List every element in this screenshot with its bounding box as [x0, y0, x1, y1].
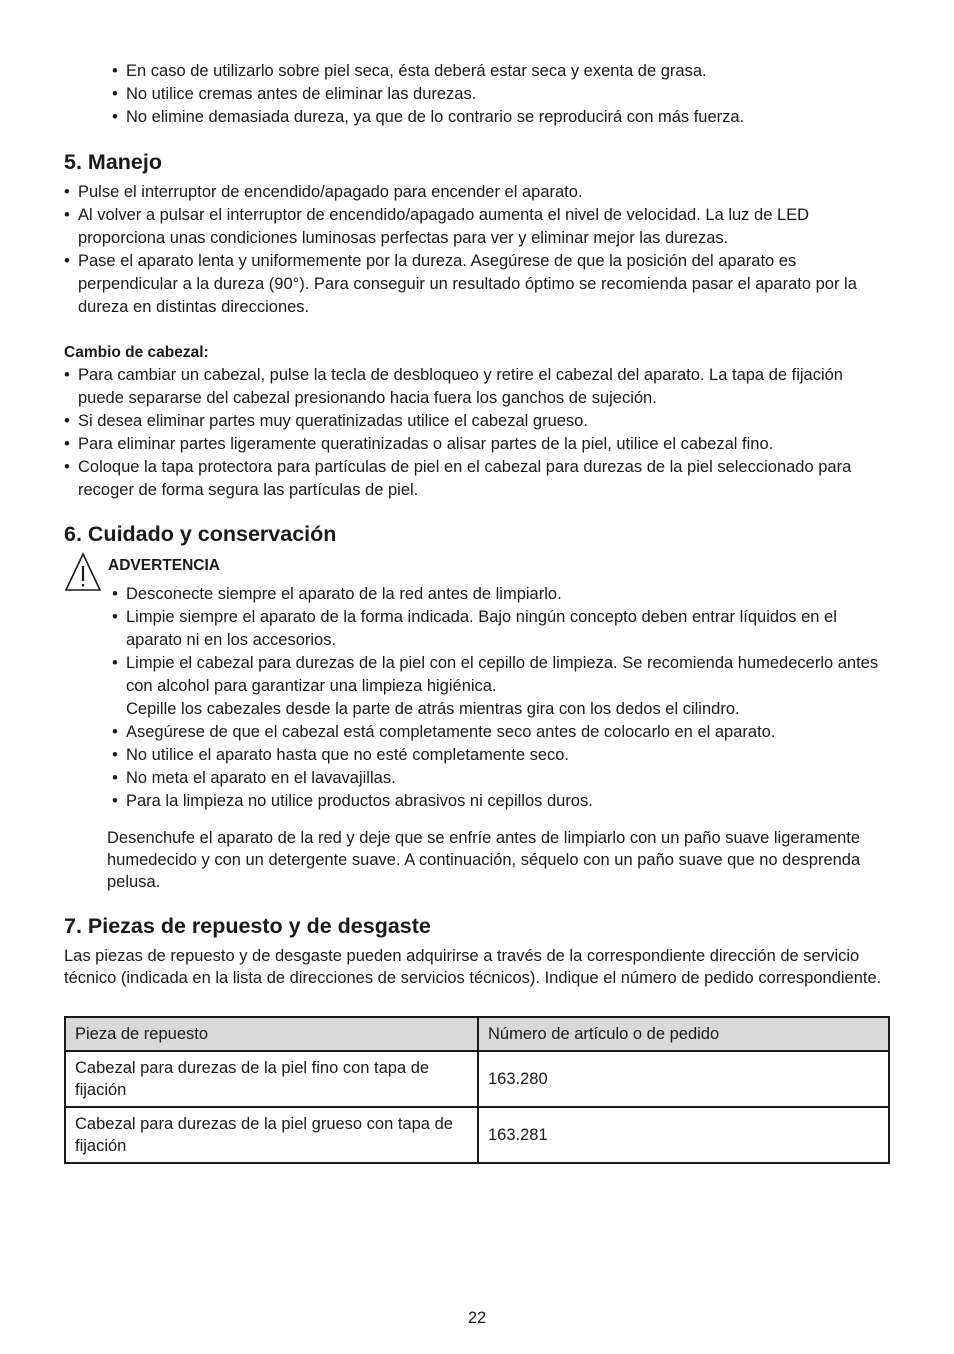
- list-item: • Si desea eliminar partes muy queratinizadas utilice el cabezal grueso.: [64, 410, 890, 433]
- warning-label: ADVERTENCIA: [108, 557, 220, 574]
- list-item-extra-text: Cepille los cabezales desde la parte de atrás mientras gira con los dedos el cilindro.: [126, 700, 740, 718]
- section-5-title: 5. Manejo: [64, 150, 162, 174]
- cleaning-paragraph: Desenchufe el aparato de la red y deje que se enfríe antes de limpiarlo con un paño suave ligeramente humedecido y con un detergente suave. A continuación, séquelo con un paño suave que no desprenda pelusa.: [107, 829, 861, 891]
- spare-parts-table: [64, 1016, 890, 1164]
- list-item: • Al volver a pulsar el interruptor de encendido/apagado aumenta el nivel de velocidad. La luz de LED proporciona unas condiciones luminosas perfectas para ver y eliminar mejor las durezas.: [64, 204, 890, 250]
- table-row: [65, 1107, 889, 1163]
- list-item: • Limpie siempre el aparato de la forma indicada. Bajo ningún concepto deben entrar líquidos en el aparato ni en los accesorios.: [112, 606, 892, 652]
- section-7-title: 7. Piezas de repuesto y de desgaste: [64, 914, 431, 938]
- list-item: • Pulse el interruptor de encendido/apagado para encender el aparato.: [64, 181, 890, 204]
- section-5-bullet-list: [64, 181, 890, 319]
- list-item: • Coloque la tapa protectora para partículas de piel en el cabezal para durezas de la piel seleccionado para recoger de forma segura las partículas de piel.: [64, 456, 890, 502]
- table-cell: Cabezal para durezas de la piel fino con tapa de fijación: [65, 1051, 478, 1107]
- head-change-bullet-list: [64, 364, 890, 502]
- list-item: • No utilice cremas antes de eliminar las durezas.: [112, 83, 892, 106]
- list-item: • Para eliminar partes ligeramente queratinizadas o alisar partes de la piel, utilice el cabezal fino.: [64, 433, 890, 456]
- head-change-subheading: Cambio de cabezal:: [64, 344, 209, 361]
- table-header-cell: Pieza de repuesto: [65, 1017, 478, 1051]
- warning-triangle-icon: [64, 552, 102, 592]
- table-cell: 163.280: [478, 1051, 889, 1107]
- page-number: 22: [467, 1309, 487, 1327]
- table-header-cell: Número de artículo o de pedido: [478, 1017, 889, 1051]
- table-row: [65, 1051, 889, 1107]
- table-cell: 163.281: [478, 1107, 889, 1163]
- list-item: • No elimine demasiada dureza, ya que de lo contrario se reproducirá con más fuerza.: [112, 106, 892, 129]
- section-6-bullet-list: [112, 583, 892, 813]
- section-6-title: 6. Cuidado y conservación: [64, 522, 337, 546]
- list-item-text: Limpie el cabezal para durezas de la piel con el cepillo de limpieza. Se recomienda humedecerlo antes con alcohol para garantizar una limpieza higiénica.: [126, 654, 879, 695]
- intro-bullet-list: [112, 60, 892, 129]
- list-item: • Para cambiar un cabezal, pulse la tecla de desbloqueo y retire el cabezal del aparato. La tapa de fijación puede separarse del cabezal presionando hacia fuera los ganchos de sujeción.: [64, 364, 890, 410]
- table-header-row: [65, 1017, 889, 1051]
- list-item: • No utilice el aparato hasta que no esté completamente seco.: [112, 744, 892, 767]
- list-item: • Para la limpieza no utilice productos abrasivos ni cepillos duros.: [112, 790, 892, 813]
- list-item: [112, 652, 892, 721]
- list-item: • Desconecte siempre el aparato de la red antes de limpiarlo.: [112, 583, 892, 606]
- list-item: • En caso de utilizarlo sobre piel seca, ésta deberá estar seca y exenta de grasa.: [112, 60, 892, 83]
- table-cell: Cabezal para durezas de la piel grueso con tapa de fijación: [65, 1107, 478, 1163]
- list-item: • No meta el aparato en el lavavajillas.: [112, 767, 892, 790]
- list-item: • Pase el aparato lenta y uniformemente por la dureza. Asegúrese de que la posición del aparato es perpendicular a la dureza (90°). Para conseguir un resultado óptimo se recomienda pasar el aparato por la dureza en distintas direcciones.: [64, 250, 890, 319]
- section-7-intro: Las piezas de repuesto y de desgaste pueden adquirirse a través de la correspondiente dirección de servicio técnico (indicada en la lista de direcciones de servicios técnicos). Indique el número de pedido correspondiente.: [64, 947, 882, 987]
- list-item: • Asegúrese de que el cabezal está completamente seco antes de colocarlo en el aparato.: [112, 721, 892, 744]
